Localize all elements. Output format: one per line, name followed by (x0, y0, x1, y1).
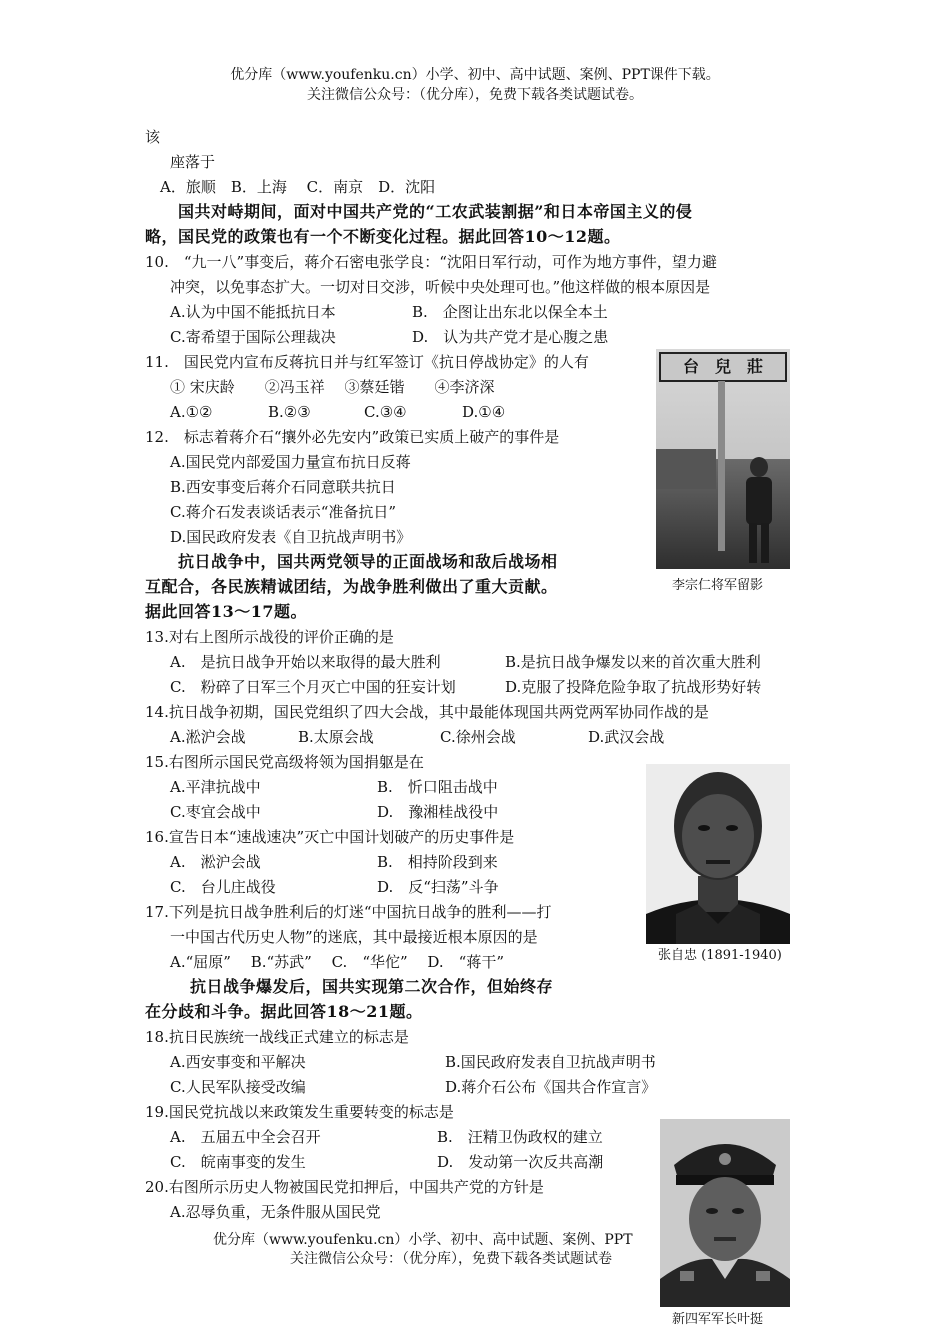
question-10-stem-2: 冲突，以免事态扩大。一切对日交涉，听候中央处理可也。”他这样做的根本原因是 (170, 278, 711, 296)
question-16-stem: 16.宣告日本“速战速决”灭亡中国计划破产的历史事件是 (145, 828, 515, 846)
question-11-stem: 11. 国民党内宣布反蒋抗日并与红军签订《抗日停战协定》的人有 (145, 353, 589, 371)
question-17-stem-2: 一中国古代历史人物”的迷底，其中最接近根本原因的是 (170, 928, 538, 946)
question-17-stem-1: 17.下列是抗日战争胜利后的灯迷“中国抗日战争的胜利——打 (145, 903, 552, 921)
footer-line-1: 优分库（www.youfenku.cn）小学、初中、高中试题、案例、PPT (213, 1232, 633, 1248)
question-15-option-d: D. 豫湘桂战役中 (377, 803, 499, 821)
question-20-stem: 20.右图所示历史人物被国民党扣押后，中国共产党的方针是 (145, 1178, 544, 1196)
question-10-option-d: D. 认为共产党才是心腹之患 (412, 328, 609, 346)
zhang-zizhong-photo (646, 764, 790, 944)
question-13-option-a: A. 是抗日战争开始以来取得的最大胜利 (170, 653, 441, 671)
question-14-option-b: B.太原会战 (298, 728, 374, 746)
question-16-option-b: B. 相持阶段到来 (377, 853, 498, 871)
question-13-option-b: B.是抗日战争爆发以来的首次重大胜利 (505, 653, 761, 671)
question-14-option-c: C.徐州会战 (440, 728, 516, 746)
taierzhuang-sign-text: 台 兒 莊 (682, 357, 763, 376)
section-intro-1-line-2: 略，国民党的政策也有一个不断变化过程。据此回答10～12题。 (145, 227, 621, 246)
question-18-option-c: C.人民军队接受改编 (170, 1078, 306, 1096)
question-11-option-c: C.③④ (364, 403, 407, 421)
question-13-option-d: D.克服了投降危险争取了抗战形势好转 (505, 678, 762, 696)
section-intro-2-line-2: 互配合，各民族精诚团结，为战争胜利做出了重大贡献。 (145, 577, 558, 596)
question-14-option-a: A.淞沪会战 (170, 728, 246, 746)
question-19-option-b: B. 汪精卫伪政权的建立 (437, 1128, 603, 1146)
question-13-stem: 13.对右上图所示战役的评价正确的是 (145, 628, 394, 646)
question-11-option-a: A.①② (170, 403, 213, 421)
question-16-option-d: D. 反“扫荡”斗争 (377, 878, 499, 896)
section-intro-3-line-1: 抗日战争爆发后，国共实现第二次合作，但始终存 (190, 977, 554, 996)
question-11-choices: ① 宋庆龄 ②冯玉祥 ③蔡廷锴 ④李济深 (170, 378, 495, 396)
question-13-option-c: C. 粉碎了日军三个月灭亡中国的狂妄计划 (170, 678, 456, 696)
question-11-option-d: D.①④ (462, 403, 506, 421)
question-19-option-d: D. 发动第一次反共高潮 (437, 1153, 604, 1171)
zhang-zizhong-caption: 张自忠 (1891-1940) (658, 948, 782, 963)
prev-question-options: A．旅顺 B．上海 C．南京 D．沈阳 (160, 178, 436, 196)
question-14-stem: 14.抗日战争初期，国民党组织了四大会战，其中最能体现国共两党两军协同作战的是 (145, 703, 709, 721)
question-15-option-b: B. 忻口阻击战中 (377, 778, 498, 796)
question-15-option-c: C.枣宜会战中 (170, 803, 261, 821)
question-18-stem: 18.抗日民族统一战线正式建立的标志是 (145, 1028, 409, 1046)
prev-question-text-2: 座落于 (170, 153, 216, 171)
question-10-option-c: C.寄希望于国际公理裁决 (170, 328, 336, 346)
question-17-options: A.“屈原” B.“苏武” C. “华佗” D. “蒋干” (170, 953, 505, 971)
question-15-stem: 15.右图所示国民党高级将领为国捐躯是在 (145, 753, 424, 771)
question-12-option-d: D.国民政府发表《自卫抗战声明书》 (170, 528, 412, 546)
question-12-option-c: C.蒋介石发表谈话表示“准备抗日” (170, 503, 397, 521)
question-10-stem-1: 10. “九一八”事变后，蒋介石密电张学良：“沈阳日军行动，可作为地方事件，望力避 (145, 253, 717, 271)
question-11-option-b: B.②③ (268, 403, 311, 421)
section-intro-2-line-3: 据此回答13～17题。 (145, 602, 308, 621)
header-line-1: 优分库（www.youfenku.cn）小学、初中、高中试题、案例、PPT课件下载。 (230, 67, 720, 83)
question-19-stem: 19.国民党抗战以来政策发生重要转变的标志是 (145, 1103, 454, 1121)
question-16-option-a: A. 淞沪会战 (170, 853, 261, 871)
question-19-option-c: C. 皖南事变的发生 (170, 1153, 306, 1171)
question-12-option-a: A.国民党内部爱国力量宣布抗日反蒋 (170, 453, 411, 471)
li-zongren-photo (656, 349, 790, 569)
question-16-option-c: C. 台儿庄战役 (170, 878, 276, 896)
question-12-option-b: B.西安事变后蒋介石同意联共抗日 (170, 478, 396, 496)
li-zongren-caption: 李宗仁将军留影 (672, 578, 764, 593)
question-20-option-a: A.忍辱负重，无条件服从国民党 (170, 1203, 381, 1221)
question-18-option-d: D.蒋介石公布《国共合作宣言》 (445, 1078, 657, 1096)
question-12-stem: 12. 标志着蒋介石“攘外必先安内”政策已实质上破产的事件是 (145, 428, 560, 446)
ye-ting-caption: 新四军军长叶挺 (672, 1312, 764, 1327)
question-10-option-b: B. 企图让出东北以保全本土 (412, 303, 608, 321)
section-intro-1-line-1: 国共对峙期间，面对中国共产党的“工农武装割据”和日本帝国主义的侵 (178, 202, 693, 221)
footer-line-2: 关注微信公众号：（优分库），免费下载各类试题试卷 (290, 1251, 612, 1267)
question-18-option-b: B.国民政府发表自卫抗战声明书 (445, 1053, 656, 1071)
question-15-option-a: A.平津抗战中 (170, 778, 261, 796)
question-18-option-a: A.西安事变和平解决 (170, 1053, 306, 1071)
question-14-option-d: D.武汉会战 (588, 728, 665, 746)
section-intro-3-line-2: 在分歧和斗争。据此回答18～21题。 (145, 1002, 423, 1021)
section-intro-2-line-1: 抗日战争中，国共两党领导的正面战场和敌后战场相 (178, 552, 558, 571)
header-line-2: 关注微信公众号：（优分库），免费下载各类试题试卷。 (307, 87, 643, 103)
question-10-option-a: A.认为中国不能抵抗日本 (170, 303, 336, 321)
question-19-option-a: A. 五届五中全会召开 (170, 1128, 321, 1146)
prev-question-text-1: 该 (145, 128, 161, 146)
ye-ting-photo (660, 1119, 790, 1307)
